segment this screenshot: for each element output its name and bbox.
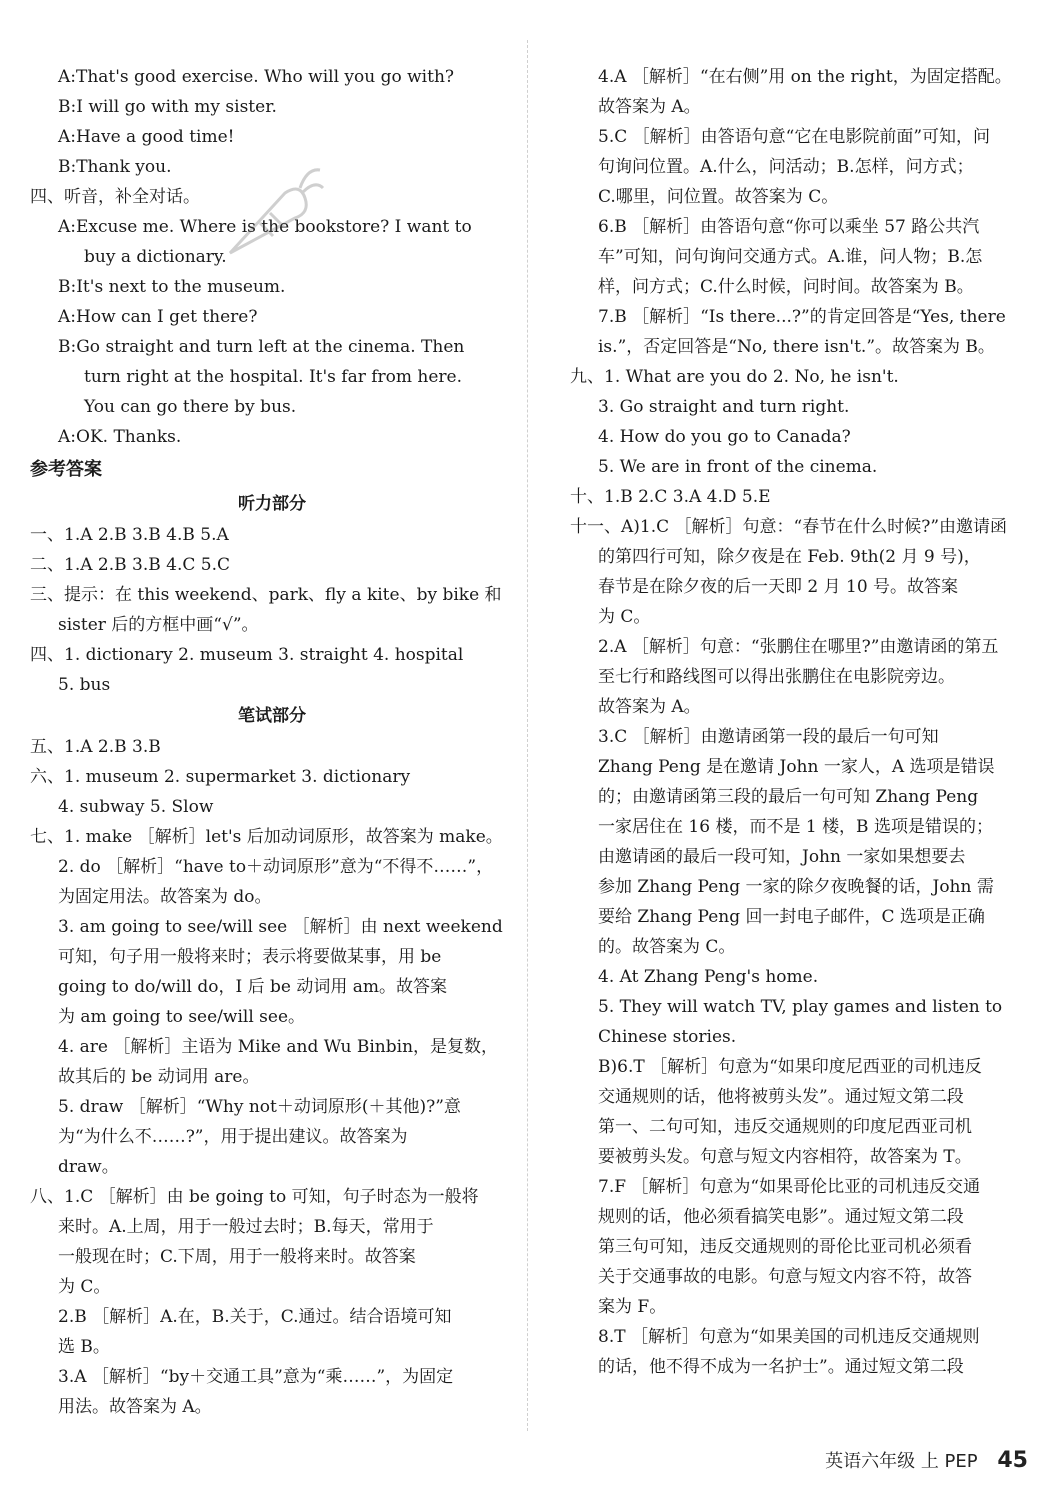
answers-title: 参考答案	[30, 459, 102, 480]
answer-line: 故其后的 be 动词用 are。	[58, 1067, 260, 1087]
answer-line: 7.B ［解析］“Is there...?”的肯定回答是“Yes, there	[598, 307, 1006, 327]
answer-line: 九、1. What are you do 2. No, he isn't.	[570, 367, 899, 387]
answer-line: 要被剪头发。句意与短文内容相符，故答案为 T。	[598, 1147, 972, 1167]
answer-line: 一、1.A 2.B 3.B 4.B 5.A	[30, 525, 229, 545]
answer-line: draw。	[58, 1157, 119, 1177]
answer-line: 春节是在除夕夜的后一天即 2 月 10 号。故答案	[598, 577, 959, 597]
answer-line: 6.B ［解析］由答语句意“你可以乘坐 57 路公共汽	[598, 217, 980, 237]
dialog-line: You can go there by bus.	[84, 397, 297, 417]
answer-line: 3.C ［解析］由邀请函第一段的最后一句可知	[598, 727, 939, 747]
answer-line: 七、1. make ［解析］let's 后加动词原形，故答案为 make。	[30, 827, 503, 847]
answer-line: 4.A ［解析］“在右侧”用 on the right，为固定搭配。	[598, 67, 1012, 87]
answer-line: 为 C。	[598, 607, 651, 627]
dialog-line: B:It's next to the museum.	[58, 277, 286, 297]
answer-line: 规则的话，他必须看搞笑电影”。通过短文第二段	[598, 1207, 964, 1227]
answer-line: 3.A ［解析］“by＋交通工具”意为“乘……”，为固定	[58, 1367, 454, 1387]
answer-line: 五、1.A 2.B 3.B	[30, 737, 161, 757]
answer-line: 选 B。	[58, 1337, 110, 1357]
answer-line: 句询问位置。A.什么，问活动；B.怎样，问方式；	[598, 157, 974, 177]
answer-line: 5. draw ［解析］“Why not＋动词原形(＋其他)?”意	[58, 1097, 461, 1117]
answer-line: 至七行和路线图可以得出张鹏住在电影院旁边。	[598, 667, 955, 687]
answer-line: 第一、二句可知，违反交通规则的印度尼西亚司机	[598, 1117, 972, 1137]
answer-line: 参加 Zhang Peng 一家的除夕夜晚餐的话，John 需	[598, 877, 994, 897]
dialog-line: buy a dictionary.	[84, 247, 227, 267]
answer-line: 2.B ［解析］A.在，B.关于，C.通过。结合语境可知	[58, 1307, 452, 1327]
answer-line: 一般现在时；C.下周，用于一般将来时。故答案	[58, 1247, 416, 1267]
page-number: 45	[997, 1448, 1028, 1473]
dialog-line: B:Go straight and turn left at the cinema. Then	[58, 337, 465, 357]
answer-line: 十、1.B 2.C 3.A 4.D 5.E	[570, 487, 771, 507]
footer-label: 英语六年级 上 PEP	[825, 1451, 978, 1472]
answer-line: 2. do ［解析］“have to＋动词原形”意为“不得不……”，	[58, 857, 494, 877]
answer-line: 六、1. museum 2. supermarket 3. dictionary	[30, 767, 411, 787]
answer-line: 来时。A.上周，用于一般过去时；B.每天，常用于	[58, 1217, 434, 1237]
dialog-line: A:How can I get there?	[58, 307, 258, 327]
left-column	[30, 62, 514, 1422]
answer-line: 的第四行可知，除夕夜是在 Feb. 9th(2 月 9 号)，	[598, 547, 981, 567]
answer-line: 5. We are in front of the cinema.	[598, 457, 878, 477]
answer-line: Chinese stories.	[598, 1027, 737, 1047]
answer-line: 样，问方式；C.什么时候，问时间。故答案为 B。	[598, 277, 974, 297]
page-footer	[825, 1447, 1028, 1473]
answer-line: 4. subway 5. Slow	[58, 797, 214, 817]
answer-line: B)6.T ［解析］句意为“如果印度尼西亚的司机违反	[598, 1057, 982, 1077]
answer-line: 为固定用法。故答案为 do。	[58, 887, 272, 907]
answer-line: 要给 Zhang Peng 回一封电子邮件，C 选项是正确	[598, 907, 985, 927]
answer-line: 三、提示：在 this weekend、park、fly a kite、by bike 和	[30, 585, 502, 605]
answer-line: 十一、A)1.C ［解析］句意：“春节在什么时候?”由邀请函	[570, 517, 1008, 537]
answer-line: 二、1.A 2.B 3.B 4.C 5.C	[30, 555, 230, 575]
answer-line: 7.F ［解析］句意为“如果哥伦比亚的司机违反交通	[598, 1177, 981, 1197]
answer-line: 的话，他不得不成为一名护士”。通过短文第二段	[598, 1357, 964, 1377]
answer-line: 8.T ［解析］句意为“如果美国的司机违反交通规则	[598, 1327, 980, 1347]
answer-line: 关于交通事故的电影。句意与短文内容不符，故答	[598, 1267, 972, 1287]
answer-line: 3. am going to see/will see ［解析］由 next weekend	[58, 917, 503, 937]
dialog-line: B:I will go with my sister.	[58, 97, 277, 117]
answer-line: 4. How do you go to Canada?	[598, 427, 851, 447]
dialog-line: A:OK. Thanks.	[58, 427, 182, 447]
answer-line: sister 后的方框中画“√”。	[58, 615, 259, 635]
answer-line: 为 C。	[58, 1277, 111, 1297]
answer-line: 4. At Zhang Peng's home.	[598, 967, 819, 987]
answer-line: 2.A ［解析］句意：“张鹏住在哪里?”由邀请函的第五	[598, 637, 999, 657]
answer-line: is.”，否定回答是“No, there isn't.”。故答案为 B。	[598, 337, 995, 357]
answer-line: 一家居住在 16 楼，而不是 1 楼，B 选项是错误的；	[598, 817, 993, 837]
answer-line: 5.C ［解析］由答语句意“它在电影院前面”可知，问	[598, 127, 991, 147]
answer-line: 用法。故答案为 A。	[58, 1397, 212, 1417]
answer-line: 故答案为 A。	[598, 97, 701, 117]
answer-line: C.哪里，问位置。故答案为 C。	[598, 187, 839, 207]
answer-line: 八、1.C ［解析］由 be going to 可知，句子时态为一般将	[30, 1187, 479, 1207]
answer-line: 为 am going to see/will see。	[58, 1007, 306, 1027]
written-title: 笔试部分	[238, 706, 306, 726]
answer-line: 交通规则的话，他将被剪头发”。通过短文第二段	[598, 1087, 964, 1107]
answer-line: 故答案为 A。	[598, 697, 701, 717]
answer-line: Zhang Peng 是在邀请 John 一家人，A 选项是错误	[598, 757, 995, 777]
answer-line: 的；由邀请函第三段的最后一句可知 Zhang Peng	[598, 787, 979, 807]
dialog-line: B:Thank you.	[58, 157, 172, 177]
answer-line: 5. They will watch TV, play games and listen to	[598, 997, 1003, 1017]
listening-title: 听力部分	[238, 494, 306, 514]
answer-line: 第三句可知，违反交通规则的哥伦比亚司机必须看	[598, 1237, 972, 1257]
answer-line: going to do/will do，I 后 be 动词用 am。故答案	[58, 977, 448, 997]
answer-line: 案为 F。	[598, 1297, 667, 1317]
answer-line: 3. Go straight and turn right.	[598, 397, 850, 417]
answer-line: 为“为什么不……?”，用于提出建议。故答案为	[58, 1127, 408, 1147]
answer-line: 的。故答案为 C。	[598, 937, 736, 957]
dialog-line: turn right at the hospital. It's far from here.	[84, 367, 463, 387]
column-divider	[527, 40, 528, 1431]
dialog-line: A:That's good exercise. Who will you go with?	[58, 67, 455, 87]
answer-line: 可知，句子用一般将来时；表示将要做某事，用 be	[58, 947, 442, 967]
answer-line: 车”可知，问句询问交通方式。A.谁，问人物；B.怎	[598, 247, 983, 267]
answer-line: 4. are ［解析］主语为 Mike and Wu Binbin，是复数，	[58, 1037, 499, 1057]
dialog-line: A:Have a good time!	[58, 127, 235, 147]
answer-line: 由邀请函的最后一段可知，John 一家如果想要去	[598, 847, 966, 867]
answer-line: 四、1. dictionary 2. museum 3. straight 4. hospital	[30, 645, 464, 665]
right-column	[570, 62, 1028, 1382]
section-heading: 四、听音，补全对话。	[30, 187, 200, 207]
answer-line: 5. bus	[58, 675, 111, 695]
dialog-line: A:Excuse me. Where is the bookstore? I want to	[58, 217, 472, 237]
